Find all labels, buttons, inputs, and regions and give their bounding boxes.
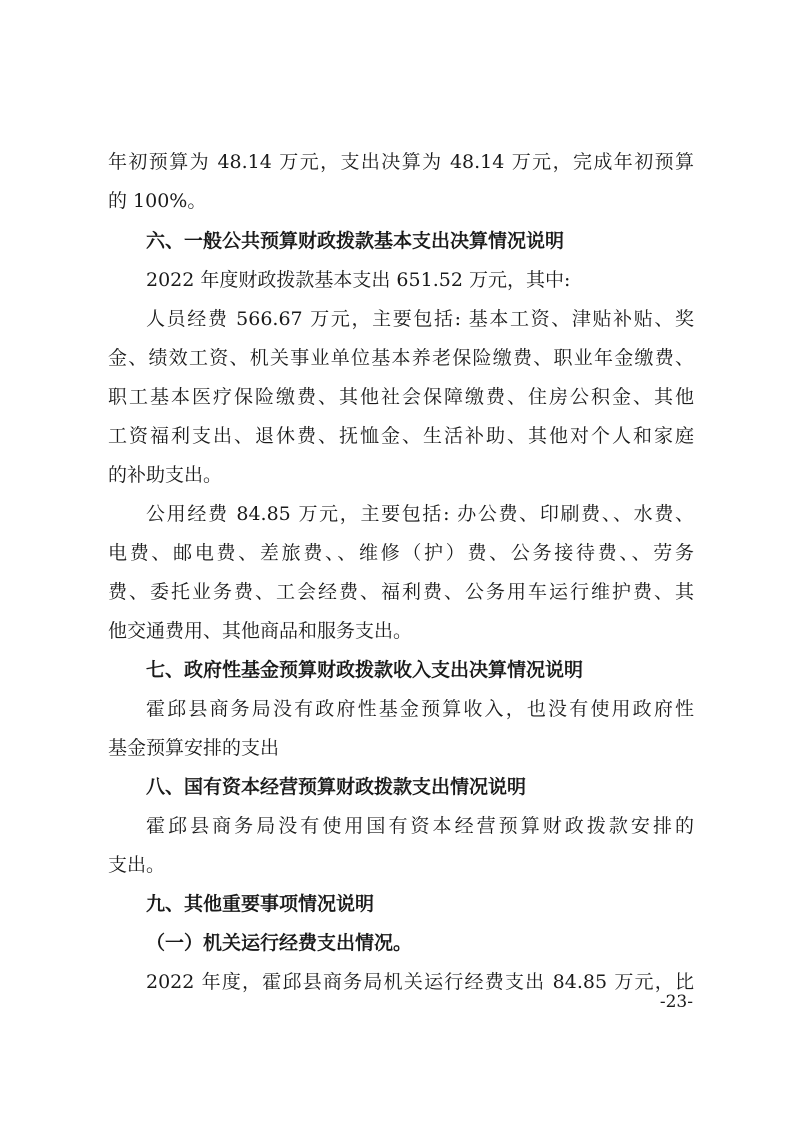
paragraph-line: 的 100%。 — [108, 190, 207, 212]
paragraph-line: 公用经费 84.85 万元，主要包括: 办公费、印刷费、、水费、 — [146, 503, 694, 525]
paragraph-line: 职工基本医疗保险缴费、其他社会保障缴费、住房公积金、其他 — [108, 386, 694, 408]
section-heading: 七、政府性基金预算财政拨款收入支出决算情况说明 — [146, 659, 584, 681]
page-number: -23- — [659, 992, 693, 1012]
paragraph-line: 的补助支出。 — [108, 464, 223, 486]
subsection-heading: （一）机关运行经费支出情况。 — [146, 932, 413, 954]
paragraph-line: 2022 年度，霍邱县商务局机关运行经费支出 84.85 万元，比 — [146, 971, 694, 993]
paragraph-line: 费、委托业务费、工会经费、福利费、公务用车运行维护费、其 — [108, 581, 694, 603]
section-heading: 八、国有资本经营预算财政拨款支出情况说明 — [146, 776, 527, 798]
paragraph-line: 霍邱县商务局没有政府性基金预算收入，也没有使用政府性 — [146, 698, 694, 720]
paragraph-line: 工资福利支出、退休费、抚恤金、生活补助、其他对个人和家庭 — [108, 425, 694, 447]
section-heading: 九、其他重要事项情况说明 — [146, 893, 375, 915]
paragraph-line: 2022 年度财政拨款基本支出 651.52 万元，其中: — [146, 269, 571, 291]
section-heading: 六、一般公共预算财政拨款基本支出决算情况说明 — [146, 230, 565, 252]
paragraph-line: 支出。 — [108, 854, 166, 876]
paragraph-line: 霍邱县商务局没有使用国有资本经营预算财政拨款安排的 — [146, 815, 694, 837]
paragraph-line: 电费、邮电费、差旅费、、维修（护）费、公务接待费、、劳务 — [108, 542, 694, 564]
paragraph-line: 他交通费用、其他商品和服务支出。 — [108, 620, 413, 642]
paragraph-line: 人员经费 566.67 万元，主要包括: 基本工资、津贴补贴、奖 — [146, 308, 694, 330]
paragraph-line: 基金预算安排的支出 — [108, 737, 280, 759]
paragraph-line: 金、绩效工资、机关事业单位基本养老保险缴费、职业年金缴费、 — [108, 347, 694, 369]
paragraph-line: 年初预算为 48.14 万元，支出决算为 48.14 万元，完成年初预算 — [108, 151, 694, 173]
